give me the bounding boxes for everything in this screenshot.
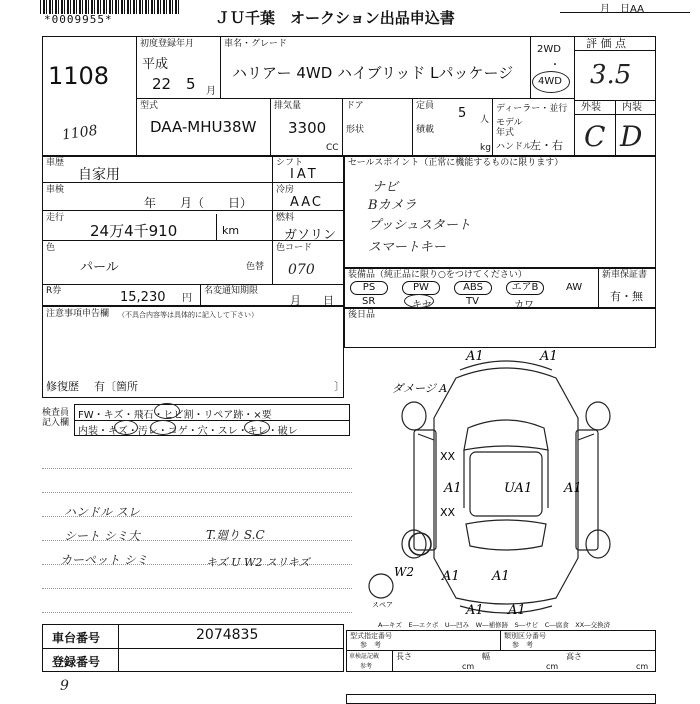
displacement-value: 3300 — [288, 119, 327, 137]
xx-mark-front: XX — [440, 450, 456, 463]
registration-month-unit: 月 — [206, 86, 216, 97]
mark-bottom-side-left: A1 — [442, 569, 460, 584]
sales-point-3: プッシュスタート — [368, 218, 471, 233]
color-label: 色 — [46, 243, 56, 253]
spare-label: スペア — [372, 601, 393, 609]
mark-mid-left: A1 — [444, 481, 462, 496]
lot-number: 1108 — [48, 62, 110, 90]
fuel-label: 燃料 — [276, 213, 295, 223]
recycle-unit: 円 — [182, 293, 192, 304]
equip-pw: PW — [402, 281, 440, 295]
model-label: 型式 — [140, 101, 159, 111]
new-car-warranty-value: 有・無 — [610, 290, 643, 303]
registration-number-label: 登録番号 — [52, 655, 101, 669]
repair-close: 〕 — [334, 380, 345, 393]
mark-bottom-left: A1 — [466, 603, 484, 618]
color-value: パール — [80, 260, 119, 275]
barcode-number: *0009955* — [44, 13, 113, 26]
ac-label: 冷房 — [276, 185, 295, 195]
capacity-value: 5 — [458, 106, 467, 121]
drive-4wd-circle — [532, 71, 570, 93]
equipment-label: 装備品（純正品に限り○をつけてください） — [348, 270, 527, 280]
car-damage-diagram — [356, 348, 656, 620]
xx-mark-rear: XX — [440, 506, 456, 519]
exterior-label: 外装 — [581, 102, 601, 113]
car-name: ハリアー 4WD ハイブリッド Lパッケージ — [232, 64, 514, 82]
name-change-label: 名変通知期限 — [204, 286, 259, 296]
mark-top-right: A1 — [540, 349, 558, 364]
registration-month: 5 — [186, 75, 196, 93]
shape-label: 形状 — [346, 125, 365, 135]
mileage-value: 24万4千910 — [90, 222, 178, 240]
damage-label: ダメージ A — [392, 382, 448, 395]
inspector-note-5: キズ U W2 スリキズ — [206, 556, 310, 569]
mileage-label: 走行 — [46, 213, 65, 223]
dims-ref: 参考 — [360, 663, 373, 670]
equip-abs: ABS — [454, 281, 492, 295]
registration-year: 22 — [152, 75, 172, 93]
mark-bottom-right: A1 — [508, 603, 526, 618]
height-label: 高さ — [566, 652, 582, 661]
new-car-warranty-label: 新車保証書 — [602, 270, 648, 280]
height-unit: cm — [636, 662, 649, 671]
rating-label: 評 価 点 — [586, 37, 626, 50]
history-label: 車歴 — [46, 158, 65, 168]
chassis-number: 2074835 — [196, 627, 259, 643]
inspector-note-3: カーペット シミ — [60, 553, 148, 567]
width-label: 幅 — [482, 652, 490, 661]
shift-label: シフト — [276, 158, 304, 168]
inspection-value: 年 月（ 日） — [144, 196, 253, 210]
exterior-grade: C — [584, 120, 606, 153]
class-ref: 参 考 — [512, 641, 533, 649]
color-code-value: 070 — [288, 262, 315, 278]
equip-leather: カワ — [514, 300, 534, 311]
inspection-label: 車検 — [46, 185, 65, 195]
aftersale-section — [344, 308, 656, 348]
inspector-note-2: シート シミ大 — [64, 529, 140, 543]
form-title: ＪＵ千葉 オークション出品申込書 — [215, 9, 455, 27]
doors-label: ドア — [346, 101, 364, 111]
lot-handwritten: 1108 — [61, 122, 99, 144]
registration-label: 初度登録年月 — [140, 39, 195, 49]
mileage-unit: km — [222, 224, 240, 237]
mark-bottom-side-right: A1 — [492, 569, 510, 584]
name-change-value: 月 日 — [290, 294, 334, 307]
interior-label: 内装 — [622, 102, 642, 113]
inspector-label: 検査員 記入欄 — [42, 408, 70, 428]
sales-points-label: セールスポイント（正常に機能するものに限ります） — [348, 158, 564, 168]
type-designation-label: 型式指定番号 — [350, 632, 392, 640]
equip-aw: AW — [566, 282, 583, 293]
mark-mid-right: A1 — [564, 481, 582, 496]
model-value: DAA-MHU38W — [150, 118, 257, 136]
recycle-amount: 15,230 — [120, 290, 166, 305]
car-name-label: 車名・グレード — [224, 39, 288, 49]
color-code-label: 色コード — [276, 243, 313, 253]
displacement-label: 排気量 — [274, 101, 302, 111]
diagram-legend: A―キズ E―エクボ U―凹み W―補修跡 S―サビ C―腐食 XX―交換済 — [378, 621, 611, 629]
barcode — [40, 0, 180, 14]
sales-point-4: スマートキー — [368, 240, 446, 255]
inspector-note-1: ハンドル スレ — [64, 505, 140, 519]
equip-ps: PS — [350, 281, 388, 295]
mark-top-left: A1 — [466, 349, 484, 364]
drive-4wd: 4WD — [538, 76, 562, 87]
capacity-label: 定員 — [416, 101, 435, 111]
page-mark: 9 — [60, 678, 69, 694]
repaint-label: 色替 — [246, 262, 265, 272]
equip-sr: SR — [362, 296, 376, 307]
drive-2wd: 2WD — [537, 44, 561, 55]
bottom-stub — [346, 694, 656, 704]
chassis-label: 車台番号 — [52, 631, 101, 645]
model-year-label: モデル 年式 — [496, 118, 523, 138]
class-label: 類別区分番号 — [504, 632, 546, 640]
handle-label: ハンドル — [496, 142, 533, 152]
top-section — [42, 36, 656, 156]
notes-sublabel: （不具合内容等は具体的に記入して下さい） — [118, 311, 258, 319]
inspector-note-4: T.廻り S.C — [206, 528, 265, 542]
length-unit: cm — [462, 662, 475, 671]
notes-label: 注意事項申告欄 — [46, 309, 110, 319]
ac-value: AAC — [290, 195, 323, 210]
inspector-row1: FW・キズ・飛石・ヒビ割・リペア跡・×要 — [78, 410, 272, 421]
sales-point-2: Bカメラ — [368, 198, 417, 213]
handle-value: 左・右 — [530, 139, 563, 152]
equip-airbag: エアB — [506, 281, 544, 295]
load-unit: kg — [480, 143, 491, 153]
mark-mid-roof: UA1 — [504, 481, 533, 496]
rating-score: 3.5 — [590, 60, 632, 90]
fuel-value: ガソリン — [284, 228, 337, 243]
repair-value: 有〔箇所 — [94, 380, 138, 393]
load-label: 積載 — [416, 125, 435, 135]
recycle-label: R券 — [46, 286, 62, 296]
inspector-row2: 内装・キズ・汚レ・コゲ・穴・スレ・キレ・破レ — [78, 426, 298, 437]
equip-kise: キセ — [412, 300, 432, 311]
dealer-label: ディーラー・並行 — [496, 104, 568, 114]
length-label: 長さ — [396, 652, 412, 661]
shift-value: IAT — [290, 167, 319, 182]
width-unit: cm — [546, 662, 559, 671]
interior-grade: D — [620, 120, 643, 153]
sales-point-1: ナビ — [372, 180, 399, 195]
registration-era: 平成 — [142, 57, 169, 72]
equip-tv: TV — [466, 296, 479, 307]
repair-label: 修復歴 — [46, 380, 79, 393]
displacement-unit: CC — [326, 143, 339, 153]
capacity-unit: 人 — [480, 115, 490, 125]
dims-label: 車検証記載 — [349, 653, 380, 660]
w2-label: W2 — [394, 565, 414, 579]
aftersale-label: 後日品 — [348, 310, 376, 320]
date-label: 月 日AA — [600, 4, 644, 15]
type-designation-ref: 参 考 — [360, 641, 381, 649]
history-value: 自家用 — [78, 167, 120, 183]
